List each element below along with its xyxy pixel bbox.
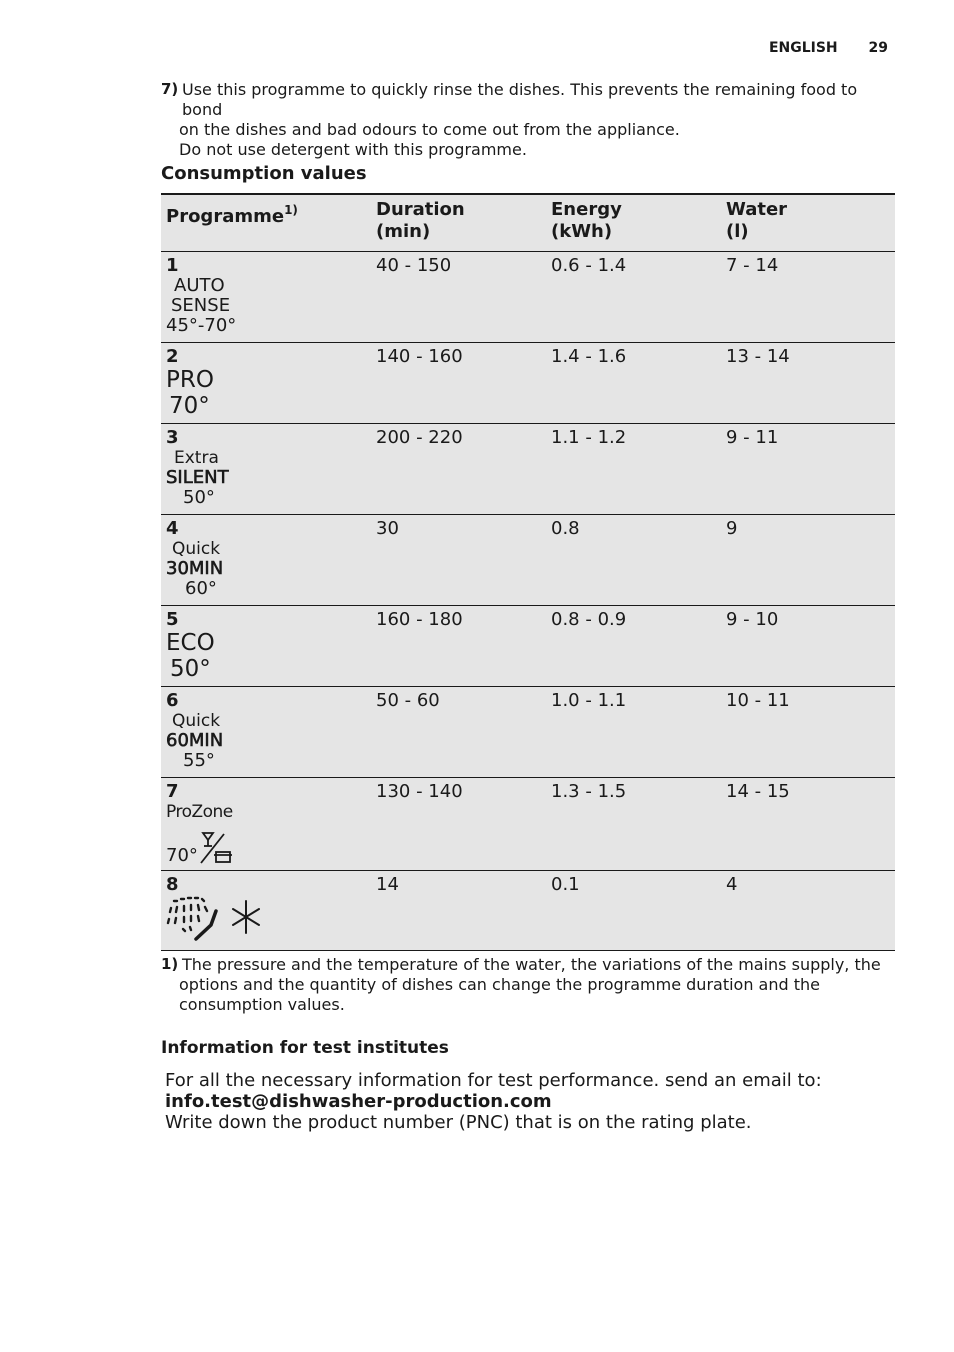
programme-cell <box>161 778 371 871</box>
water-cell: 9 - 11 <box>721 424 895 515</box>
table-row <box>161 606 895 687</box>
water-cell: 13 - 14 <box>721 343 895 424</box>
programme-label: 60° <box>185 578 217 599</box>
programme-number: 2 <box>166 346 179 367</box>
duration-cell: 160 - 180 <box>371 606 546 687</box>
header-programme: Programme$^{1)}$ <box>161 194 371 252</box>
duration-cell: 130 - 140 <box>371 778 546 871</box>
programme-cell <box>161 606 371 687</box>
programme-cell <box>161 687 371 778</box>
footnote-line: consumption values. <box>179 995 345 1014</box>
energy-cell: 0.1 <box>546 871 721 951</box>
test-institutes-heading: Information for test institutes <box>161 1038 449 1058</box>
energy-cell: 0.8 - 0.9 <box>546 606 721 687</box>
table-row <box>161 778 895 871</box>
programme-cell <box>161 343 371 424</box>
header-duration: Duration (min) <box>371 194 546 252</box>
footnote-line: The pressure and the temperature of the water, the variations of the mains supply, the <box>182 955 881 974</box>
footnote-line: Use this programme to quickly rinse the dishes. This prevents the remaining food to bond <box>182 80 858 119</box>
footnote-mark: 7) <box>161 80 179 98</box>
rinse-spray-and-cold-icon <box>166 895 266 945</box>
programme-label: AUTO <box>174 275 225 296</box>
duration-cell: 40 - 150 <box>371 252 546 343</box>
programme-number: 3 <box>166 427 179 448</box>
programme-number: 5 <box>166 609 179 630</box>
table-row <box>161 424 895 515</box>
energy-cell: 0.6 - 1.4 <box>546 252 721 343</box>
programme-label: ProZone <box>166 802 233 822</box>
language-label: ENGLISH <box>768 40 838 56</box>
programme-label: Quick <box>172 711 221 731</box>
programme-label: SILENT <box>166 467 229 488</box>
programme-label: 30MIN <box>166 558 224 579</box>
table-header-row <box>161 194 895 252</box>
consumption-values-heading: Consumption values <box>161 163 367 184</box>
energy-cell: 1.0 - 1.1 <box>546 687 721 778</box>
footnote-line: Do not use detergent with this programme. <box>179 140 527 159</box>
programme-label: 70° <box>169 393 210 419</box>
footnote-line: on the dishes and bad odours to come out from the appliance. <box>179 120 680 139</box>
table-row <box>161 687 895 778</box>
programme-cell <box>161 871 371 951</box>
email-address: info.test@dishwasher-production.com <box>165 1091 552 1112</box>
programme-label: PRO <box>166 367 214 393</box>
programme-label: ECO <box>166 630 215 656</box>
water-cell: 9 - 10 <box>721 606 895 687</box>
duration-cell: 14 <box>371 871 546 951</box>
energy-cell: 1.4 - 1.6 <box>546 343 721 424</box>
header-water: Water (l) <box>721 194 895 252</box>
table-row <box>161 252 895 343</box>
programme-cell <box>161 515 371 606</box>
table-row <box>161 515 895 606</box>
table-row <box>161 871 895 951</box>
glass-and-pot-icon <box>198 830 234 866</box>
footnote-7 <box>161 80 891 160</box>
water-cell: 7 - 14 <box>721 252 895 343</box>
duration-cell: 140 - 160 <box>371 343 546 424</box>
water-cell: 9 <box>721 515 895 606</box>
water-cell: 4 <box>721 871 895 951</box>
programme-label: 70° <box>166 845 198 866</box>
programme-label: 50° <box>183 487 215 508</box>
water-cell: 14 - 15 <box>721 778 895 871</box>
programme-number: 1 <box>166 255 179 276</box>
programme-cell <box>161 424 371 515</box>
consumption-table <box>161 193 895 951</box>
programme-number: 6 <box>166 690 179 711</box>
programme-label: Quick <box>172 539 221 559</box>
footnote-mark: 1) <box>161 955 179 973</box>
programme-cell <box>161 252 371 343</box>
duration-cell: 30 <box>371 515 546 606</box>
energy-cell: 1.1 - 1.2 <box>546 424 721 515</box>
programme-number: 4 <box>166 518 179 539</box>
page-number: 29 <box>868 40 888 56</box>
energy-cell: 1.3 - 1.5 <box>546 778 721 871</box>
water-cell: 10 - 11 <box>721 687 895 778</box>
programme-label: 45°-70° <box>166 315 237 336</box>
programme-label-with-icon <box>166 830 366 866</box>
energy-cell: 0.8 <box>546 515 721 606</box>
header-energy: Energy (kWh) <box>546 194 721 252</box>
programme-label: 60MIN <box>166 730 224 751</box>
page-header <box>769 40 888 56</box>
info-line: Write down the product number (PNC) that is on the rating plate. <box>165 1112 752 1133</box>
duration-cell: 200 - 220 <box>371 424 546 515</box>
table-row <box>161 343 895 424</box>
footnote-1 <box>161 955 891 1015</box>
programme-number: 8 <box>166 874 179 895</box>
test-institutes-info <box>165 1070 822 1133</box>
programme-label: SENSE <box>171 295 231 316</box>
footnote-line: options and the quantity of dishes can change the programme duration and the <box>179 975 820 994</box>
duration-cell: 50 - 60 <box>371 687 546 778</box>
footnote-ref: 1) <box>284 203 298 217</box>
info-line: For all the necessary information for test performance. send an email to: <box>165 1070 822 1091</box>
programme-label: 55° <box>183 750 215 771</box>
programme-label: Extra <box>174 448 219 468</box>
programme-number: 7 <box>166 781 179 802</box>
programme-label: 50° <box>170 656 211 682</box>
